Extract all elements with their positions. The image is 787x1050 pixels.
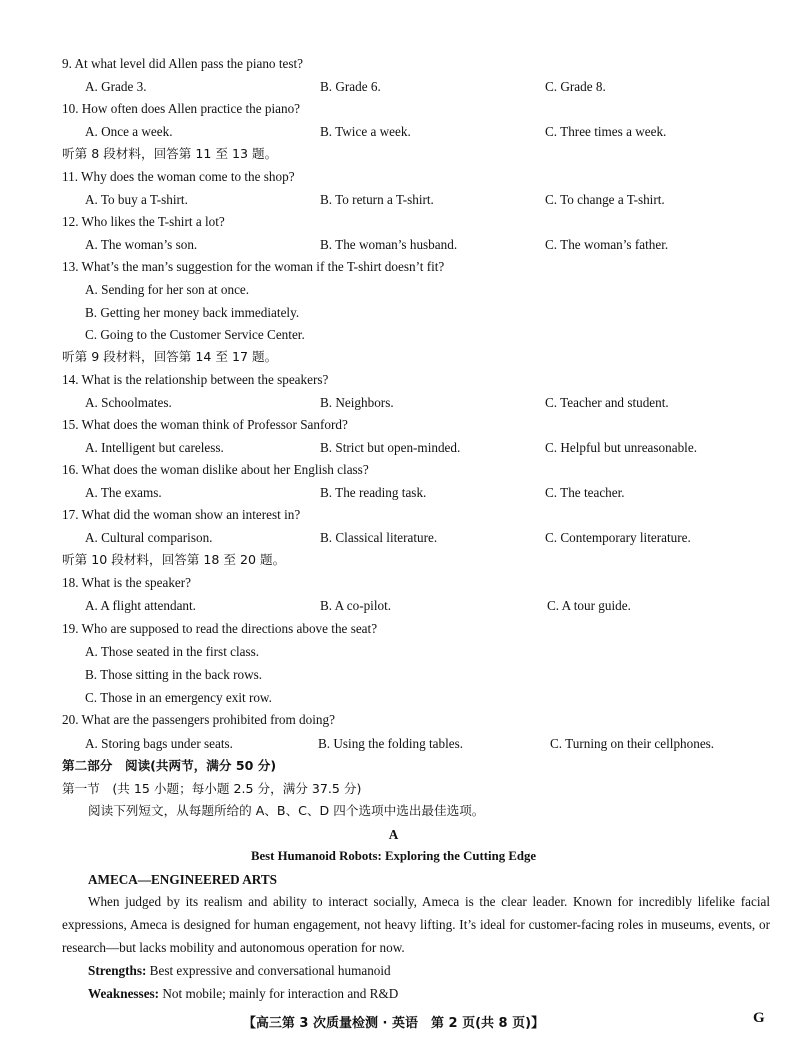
question-20: 20. What are the passengers prohibited from doing? [62, 712, 335, 727]
option-18c: C. A tour guide. [547, 598, 631, 613]
option-14b: B. Neighbors. [320, 395, 394, 410]
question-16: 16. What does the woman dislike about her English class? [62, 462, 369, 477]
option-17b: B. Classical literature. [320, 530, 438, 545]
option-9c: C. Grade 8. [545, 79, 606, 94]
option-13b: B. Getting her money back immediately. [85, 305, 300, 320]
option-11c: C. To change a T-shirt. [545, 192, 665, 207]
option-18a: A. A flight attendant. [85, 598, 196, 613]
option-19b: B. Those sitting in the back rows. [85, 667, 263, 682]
option-17a: A. Cultural comparison. [85, 530, 213, 545]
option-20c: C. Turning on their cellphones. [550, 736, 715, 751]
option-19c: C. Those in an emergency exit row. [85, 690, 272, 705]
passage-subhead: AMECA—ENGINEERED ARTS [88, 872, 277, 887]
option-14a: A. Schoolmates. [85, 395, 172, 410]
option-15b: B. Strict but open-minded. [320, 440, 461, 455]
question-17: 17. What did the woman show an interest in? [62, 507, 301, 522]
option-20a: A. Storing bags under seats. [85, 736, 233, 751]
weaknesses-label: Weaknesses: [88, 986, 160, 1001]
question-11: 11. Why does the woman come to the shop? [62, 169, 295, 184]
option-12c: C. The woman’s father. [545, 237, 669, 252]
option-16a: A. The exams. [85, 485, 162, 500]
option-9b: B. Grade 6. [320, 79, 381, 94]
option-13c: C. Going to the Customer Service Center. [85, 327, 305, 342]
option-10c: C. Three times a week. [545, 124, 667, 139]
question-19: 19. Who are supposed to read the directions above the seat? [62, 621, 378, 636]
option-9a: A. Grade 3. [85, 79, 147, 94]
question-18: 18. What is the speaker? [62, 575, 192, 590]
question-12: 12. Who likes the T-shirt a lot? [62, 214, 225, 229]
weaknesses-line [88, 987, 398, 1000]
option-14c: C. Teacher and student. [545, 395, 669, 410]
paragraph-text: When judged by its realism and ability to interact socially, Ameca is the clear leader. Known for incredibly lifelike facial expressions, Ameca is designed for human engagement, not heavy lifting. It’s ideal for customer-facing roles in museums, events, or research—but lacks mobility and autonomous operation for now. [62, 894, 770, 955]
option-11a: A. To buy a T-shirt. [85, 192, 188, 207]
instruction-section-10: 听第 10 段材料，回答第 18 至 20 题。 [62, 552, 286, 567]
section1-heading: 第一节 (共 15 小题；每小题 2.5 分，满分 37.5 分) [62, 781, 362, 796]
option-20b: B. Using the folding tables. [318, 736, 464, 751]
option-10a: A. Once a week. [85, 124, 173, 139]
passage-title: Best Humanoid Robots: Exploring the Cutting Edge [250, 849, 537, 863]
option-11b: B. To return a T-shirt. [320, 192, 434, 207]
question-15: 15. What does the woman think of Professor Sanford? [62, 417, 348, 432]
corner-mark: G [753, 1010, 765, 1026]
option-16b: B. The reading task. [320, 485, 427, 500]
question-10: 10. How often does Allen practice the piano? [62, 101, 301, 116]
question-13: 13. What’s the man’s suggestion for the woman if the T-shirt doesn’t fit? [62, 259, 445, 274]
part2-title: 第二部分 阅读(共两节，满分 50 分) [62, 758, 277, 773]
reading-directions: 阅读下列短文，从每题所给的 A、B、C、D 四个选项中选出最佳选项。 [88, 803, 485, 818]
option-18b: B. A co-pilot. [320, 598, 392, 613]
passage-letter: A [388, 827, 399, 842]
strengths-text: Best expressive and conversational humanoid [146, 963, 391, 978]
option-15a: A. Intelligent but careless. [85, 440, 224, 455]
option-13a: A. Sending for her son at once. [85, 282, 250, 297]
page-footer: 【高三第 3 次质量检测 · 英语 第 2 页(共 8 页)】 [242, 1016, 545, 1031]
option-10b: B. Twice a week. [320, 124, 411, 139]
question-9: 9. At what level did Allen pass the piano test? [62, 56, 303, 71]
option-16c: C. The teacher. [545, 485, 625, 500]
option-17c: C. Contemporary literature. [545, 530, 691, 545]
passage-paragraph [62, 890, 770, 959]
weaknesses-text: Not mobile; mainly for interaction and R&D [159, 986, 399, 1001]
option-12b: B. The woman’s husband. [320, 237, 458, 252]
option-19a: A. Those seated in the first class. [85, 644, 260, 659]
strengths-line [88, 964, 391, 977]
option-12a: A. The woman’s son. [85, 237, 198, 252]
strengths-label: Strengths: [88, 963, 147, 978]
instruction-section-9: 听第 9 段材料，回答第 14 至 17 题。 [62, 349, 278, 364]
option-15c: C. Helpful but unreasonable. [545, 440, 697, 455]
question-14: 14. What is the relationship between the speakers? [62, 372, 329, 387]
instruction-section-8: 听第 8 段材料，回答第 11 至 13 题。 [62, 146, 278, 161]
